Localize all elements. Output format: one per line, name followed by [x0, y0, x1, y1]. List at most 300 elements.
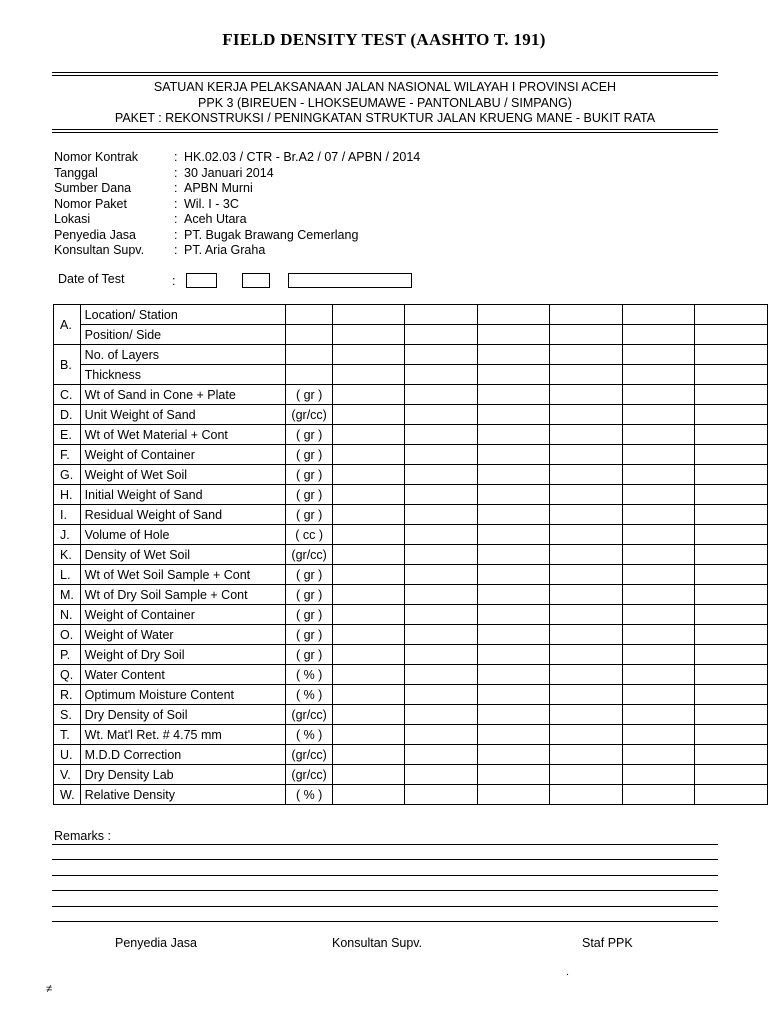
sample-value-cell[interactable]: [477, 345, 550, 365]
sample-value-cell[interactable]: [550, 345, 623, 365]
info-colon: :: [174, 212, 178, 226]
sample-value-cell[interactable]: [550, 665, 623, 685]
sample-value-cell[interactable]: [550, 445, 623, 465]
row-unit: ( % ): [286, 725, 332, 745]
sample-value-cell[interactable]: [405, 465, 478, 485]
sample-value-cell[interactable]: [550, 525, 623, 545]
sample-value-cell[interactable]: [405, 345, 478, 365]
sample-value-cell[interactable]: [550, 705, 623, 725]
row-letter: V.: [54, 765, 81, 785]
row-description: Position/ Side: [80, 325, 286, 345]
row-description: Weight of Container: [80, 605, 286, 625]
row-letter: M.: [54, 585, 81, 605]
sample-value-cell[interactable]: [405, 425, 478, 445]
info-colon: :: [174, 196, 178, 211]
row-unit: [286, 365, 332, 385]
sample-value-cell[interactable]: [695, 645, 768, 665]
row-description: Residual Weight of Sand: [80, 505, 286, 525]
table-row: [54, 425, 768, 445]
signature-staf-ppk: Staf PPK: [582, 936, 633, 950]
sample-value-cell[interactable]: [550, 465, 623, 485]
sample-value-cell[interactable]: [622, 325, 695, 345]
row-letter: T.: [54, 725, 81, 745]
table-row: [54, 605, 768, 625]
sample-value-cell[interactable]: [477, 405, 550, 425]
info-row: [54, 228, 420, 244]
sample-value-cell[interactable]: [332, 765, 405, 785]
row-letter: G.: [54, 465, 81, 485]
date-of-test-label: Date of Test: [58, 272, 125, 286]
sample-value-cell[interactable]: [332, 385, 405, 405]
sample-value-cell[interactable]: [695, 765, 768, 785]
document-title: FIELD DENSITY TEST (AASHTO T. 191): [222, 30, 546, 49]
sample-value-cell[interactable]: [550, 765, 623, 785]
sample-value-cell[interactable]: [550, 645, 623, 665]
sample-value-cell[interactable]: [695, 325, 768, 345]
sample-value-cell[interactable]: [405, 325, 478, 345]
row-letter: W.: [54, 785, 81, 805]
row-letter: D.: [54, 405, 81, 425]
row-unit: ( gr ): [286, 425, 332, 445]
row-description: Water Content: [80, 665, 286, 685]
row-unit: (gr/cc): [286, 765, 332, 785]
info-label: Tanggal: [54, 165, 98, 180]
sample-value-cell[interactable]: [405, 645, 478, 665]
sample-value-cell[interactable]: [332, 485, 405, 505]
sample-value-cell[interactable]: [405, 485, 478, 505]
contract-info: [54, 150, 420, 259]
sample-value-cell[interactable]: [550, 745, 623, 765]
header-rule-bottom-1: [52, 129, 718, 130]
sample-value-cell[interactable]: [622, 445, 695, 465]
info-value: Wil. I - 3C: [184, 196, 239, 211]
sample-value-cell[interactable]: [695, 305, 768, 325]
bottom-left-mark: ≠: [46, 983, 53, 995]
sample-value-cell[interactable]: [332, 605, 405, 625]
date-month-box[interactable]: [242, 273, 270, 288]
sample-value-cell[interactable]: [622, 305, 695, 325]
row-letter: L.: [54, 565, 81, 585]
remarks-label: Remarks :: [54, 829, 111, 843]
info-label: Penyedia Jasa: [54, 227, 137, 242]
info-colon: :: [174, 165, 178, 180]
row-letter: U.: [54, 745, 81, 765]
sample-value-cell[interactable]: [405, 505, 478, 525]
sample-value-cell[interactable]: [622, 405, 695, 425]
row-description: Weight of Wet Soil: [80, 465, 286, 485]
sample-value-cell[interactable]: [405, 685, 478, 705]
table-row: [54, 745, 768, 765]
sample-value-cell[interactable]: [477, 565, 550, 585]
sample-value-cell[interactable]: [477, 305, 550, 325]
sample-value-cell[interactable]: [405, 385, 478, 405]
sample-value-cell[interactable]: [405, 705, 478, 725]
sample-value-cell[interactable]: [405, 445, 478, 465]
row-description: Initial Weight of Sand: [80, 485, 286, 505]
sample-value-cell[interactable]: [550, 545, 623, 565]
table-row: [54, 525, 768, 545]
sample-value-cell[interactable]: [550, 585, 623, 605]
info-row: [54, 166, 420, 182]
sample-value-cell[interactable]: [332, 325, 405, 345]
sample-value-cell[interactable]: [695, 585, 768, 605]
info-row: [54, 212, 420, 228]
sample-value-cell[interactable]: [332, 425, 405, 445]
sample-value-cell[interactable]: [405, 625, 478, 645]
sample-value-cell[interactable]: [622, 705, 695, 725]
sample-value-cell[interactable]: [405, 565, 478, 585]
sample-value-cell[interactable]: [332, 745, 405, 765]
sample-value-cell[interactable]: [477, 365, 550, 385]
sample-value-cell[interactable]: [332, 705, 405, 725]
row-letter: B.: [54, 345, 81, 385]
sample-value-cell[interactable]: [405, 725, 478, 745]
remarks-line: [52, 890, 718, 891]
sample-value-cell[interactable]: [550, 685, 623, 705]
table-row: [54, 485, 768, 505]
row-description: Relative Density: [80, 785, 286, 805]
row-unit: (gr/cc): [286, 705, 332, 725]
sample-value-cell[interactable]: [477, 325, 550, 345]
sample-value-cell[interactable]: [477, 545, 550, 565]
sample-value-cell[interactable]: [405, 665, 478, 685]
row-unit: ( cc ): [286, 525, 332, 545]
signature-penyedia-jasa: Penyedia Jasa: [115, 936, 198, 950]
sample-value-cell[interactable]: [477, 785, 550, 805]
row-description: Dry Density of Soil: [80, 705, 286, 725]
table-row: [54, 345, 768, 365]
sample-value-cell[interactable]: [695, 505, 768, 525]
sample-value-cell[interactable]: [622, 505, 695, 525]
row-unit: ( gr ): [286, 585, 332, 605]
sample-value-cell[interactable]: [550, 305, 623, 325]
row-unit: ( gr ): [286, 645, 332, 665]
row-description: Dry Density Lab: [80, 765, 286, 785]
remarks-line: [52, 859, 718, 860]
info-value: PT. Bugak Brawang Cemerlang: [184, 227, 359, 242]
sample-value-cell[interactable]: [695, 745, 768, 765]
sample-value-cell[interactable]: [332, 725, 405, 745]
info-label: Nomor Paket: [54, 196, 127, 211]
sample-value-cell[interactable]: [477, 725, 550, 745]
header-rule-bottom-2: [52, 132, 718, 133]
row-unit: ( gr ): [286, 605, 332, 625]
row-description: Thickness: [80, 365, 286, 385]
info-value: 30 Januari 2014: [184, 165, 274, 180]
sample-value-cell[interactable]: [622, 465, 695, 485]
sample-value-cell[interactable]: [695, 545, 768, 565]
sample-value-cell[interactable]: [695, 425, 768, 445]
table-row: [54, 465, 768, 485]
row-letter: C.: [54, 385, 81, 405]
sample-value-cell[interactable]: [477, 465, 550, 485]
header-rule-top-1: [52, 72, 718, 73]
sample-value-cell[interactable]: [622, 645, 695, 665]
row-description: Wt of Wet Material + Cont: [80, 425, 286, 445]
sample-value-cell[interactable]: [622, 565, 695, 585]
sample-value-cell[interactable]: [695, 445, 768, 465]
sample-value-cell[interactable]: [477, 645, 550, 665]
remarks-line: [52, 921, 718, 922]
sample-value-cell[interactable]: [332, 545, 405, 565]
sample-value-cell[interactable]: [695, 785, 768, 805]
info-row: [54, 181, 420, 197]
sample-value-cell[interactable]: [622, 625, 695, 645]
table-row: [54, 725, 768, 745]
table-row: [54, 585, 768, 605]
sample-value-cell[interactable]: [405, 545, 478, 565]
signature-konsultan-supv: Konsultan Supv.: [332, 936, 423, 950]
table-row: [54, 325, 768, 345]
table-row: [54, 505, 768, 525]
table-row: [54, 685, 768, 705]
sample-value-cell[interactable]: [332, 305, 405, 325]
row-unit: ( % ): [286, 785, 332, 805]
sample-value-cell[interactable]: [550, 565, 623, 585]
header-line-3: PAKET : REKONSTRUKSI / PENINGKATAN STRUKTUR JALAN KRUENG MANE - BUKIT RATA: [114, 111, 656, 125]
sample-value-cell[interactable]: [477, 765, 550, 785]
info-colon: :: [174, 150, 178, 164]
sample-value-cell[interactable]: [622, 605, 695, 625]
sample-value-cell[interactable]: [622, 785, 695, 805]
row-letter: P.: [54, 645, 81, 665]
row-unit: [286, 325, 332, 345]
sample-value-cell[interactable]: [695, 385, 768, 405]
sample-value-cell[interactable]: [332, 625, 405, 645]
row-letter: H.: [54, 485, 81, 505]
sample-value-cell[interactable]: [405, 305, 478, 325]
row-description: Optimum Moisture Content: [80, 685, 286, 705]
row-description: Weight of Dry Soil: [80, 645, 286, 665]
date-year-box[interactable]: [288, 273, 412, 288]
row-letter: I.: [54, 505, 81, 525]
info-value: APBN Murni: [184, 181, 253, 195]
row-description: Location/ Station: [80, 305, 286, 325]
table-row: [54, 385, 768, 405]
remarks-line: [52, 844, 718, 845]
row-unit: ( gr ): [286, 385, 332, 405]
sample-value-cell[interactable]: [332, 345, 405, 365]
sample-value-cell[interactable]: [550, 405, 623, 425]
table-row: [54, 625, 768, 645]
row-unit: ( gr ): [286, 625, 332, 645]
table-row: [54, 565, 768, 585]
table-row: [54, 765, 768, 785]
row-unit: ( gr ): [286, 565, 332, 585]
remarks-line: [52, 906, 718, 907]
sample-value-cell[interactable]: [477, 625, 550, 645]
sample-value-cell[interactable]: [695, 525, 768, 545]
sample-value-cell[interactable]: [622, 665, 695, 685]
sample-value-cell[interactable]: [695, 665, 768, 685]
sample-value-cell[interactable]: [695, 565, 768, 585]
info-value: HK.02.03 / CTR - Br.A2 / 07 / APBN / 2014: [184, 150, 421, 164]
sample-value-cell[interactable]: [622, 525, 695, 545]
row-description: Volume of Hole: [80, 525, 286, 545]
sample-value-cell[interactable]: [695, 625, 768, 645]
info-colon: :: [174, 181, 178, 195]
sample-value-cell[interactable]: [622, 545, 695, 565]
sample-value-cell[interactable]: [332, 665, 405, 685]
table-row: [54, 785, 768, 805]
sample-value-cell[interactable]: [550, 625, 623, 645]
sample-value-cell[interactable]: [695, 605, 768, 625]
sample-value-cell[interactable]: [332, 585, 405, 605]
row-description: Wt. Mat'l Ret. # 4.75 mm: [80, 725, 286, 745]
sample-value-cell[interactable]: [477, 445, 550, 465]
row-letter: E.: [54, 425, 81, 445]
info-label: Nomor Kontrak: [54, 150, 139, 164]
info-row: [54, 150, 420, 166]
info-value: Aceh Utara: [184, 212, 247, 226]
sample-value-cell[interactable]: [477, 605, 550, 625]
sample-value-cell[interactable]: [622, 365, 695, 385]
sample-value-cell[interactable]: [695, 485, 768, 505]
info-label: Lokasi: [54, 212, 91, 226]
sample-value-cell[interactable]: [695, 345, 768, 365]
sample-value-cell[interactable]: [405, 745, 478, 765]
info-row: [54, 243, 420, 259]
row-letter: F.: [54, 445, 81, 465]
sample-value-cell[interactable]: [695, 705, 768, 725]
row-unit: ( % ): [286, 665, 332, 685]
info-label: Sumber Dana: [54, 181, 132, 195]
sample-value-cell[interactable]: [332, 785, 405, 805]
sample-value-cell[interactable]: [332, 365, 405, 385]
sample-value-cell[interactable]: [332, 445, 405, 465]
row-unit: ( gr ): [286, 485, 332, 505]
sample-value-cell[interactable]: [405, 785, 478, 805]
sample-value-cell[interactable]: [622, 685, 695, 705]
sample-value-cell[interactable]: [550, 785, 623, 805]
info-colon: :: [174, 243, 178, 257]
info-value: PT. Aria Graha: [184, 243, 266, 257]
sample-value-cell[interactable]: [477, 385, 550, 405]
row-description: No. of Layers: [80, 345, 286, 365]
row-description: Wt of Sand in Cone + Plate: [80, 385, 286, 405]
sample-value-cell[interactable]: [332, 405, 405, 425]
row-unit: ( % ): [286, 685, 332, 705]
sample-value-cell[interactable]: [477, 525, 550, 545]
test-data-table: [53, 304, 768, 805]
remarks-line: [52, 875, 718, 876]
row-unit: ( gr ): [286, 465, 332, 485]
row-unit: (gr/cc): [286, 405, 332, 425]
sample-value-cell[interactable]: [695, 365, 768, 385]
sample-value-cell[interactable]: [405, 405, 478, 425]
sample-value-cell[interactable]: [405, 365, 478, 385]
row-unit: ( gr ): [286, 505, 332, 525]
row-description: M.D.D Correction: [80, 745, 286, 765]
sample-value-cell[interactable]: [405, 525, 478, 545]
row-letter: J.: [54, 525, 81, 545]
table-row: [54, 665, 768, 685]
row-description: Weight of Container: [80, 445, 286, 465]
sample-value-cell[interactable]: [695, 685, 768, 705]
table-row: [54, 405, 768, 425]
row-description: Density of Wet Soil: [80, 545, 286, 565]
sample-value-cell[interactable]: [622, 345, 695, 365]
info-label: Konsultan Supv.: [54, 243, 145, 257]
sample-value-cell[interactable]: [622, 485, 695, 505]
sample-value-cell[interactable]: [550, 505, 623, 525]
info-row: [54, 197, 420, 213]
sample-value-cell[interactable]: [622, 585, 695, 605]
row-unit: [286, 305, 332, 325]
sample-value-cell[interactable]: [622, 745, 695, 765]
row-letter: Q.: [54, 665, 81, 685]
sample-value-cell[interactable]: [477, 665, 550, 685]
date-day-box[interactable]: [186, 273, 217, 288]
sample-value-cell[interactable]: [695, 465, 768, 485]
row-description: Weight of Water: [80, 625, 286, 645]
date-of-test-colon: :: [172, 274, 176, 288]
sample-value-cell[interactable]: [550, 365, 623, 385]
sample-value-cell[interactable]: [332, 685, 405, 705]
sample-value-cell[interactable]: [550, 385, 623, 405]
table-row: [54, 365, 768, 385]
sample-value-cell[interactable]: [477, 705, 550, 725]
sample-value-cell[interactable]: [477, 505, 550, 525]
sample-value-cell[interactable]: [622, 725, 695, 745]
sample-value-cell[interactable]: [477, 485, 550, 505]
sample-value-cell[interactable]: [332, 645, 405, 665]
project-header: [52, 80, 718, 127]
row-letter: R.: [54, 685, 81, 705]
sample-value-cell[interactable]: [695, 725, 768, 745]
sample-value-cell[interactable]: [405, 585, 478, 605]
sample-value-cell[interactable]: [550, 325, 623, 345]
sample-value-cell[interactable]: [550, 605, 623, 625]
header-line-2: PPK 3 (BIREUEN - LHOKSEUMAWE - PANTONLABU / SIMPANG): [198, 95, 572, 110]
row-description: Wt of Wet Soil Sample + Cont: [80, 565, 286, 585]
sample-value-cell[interactable]: [695, 405, 768, 425]
table-row: [54, 645, 768, 665]
header-rule-top-2: [52, 75, 718, 76]
sample-value-cell[interactable]: [405, 605, 478, 625]
sample-value-cell[interactable]: [332, 565, 405, 585]
row-letter: S.: [54, 705, 81, 725]
sample-value-cell[interactable]: [332, 525, 405, 545]
sample-value-cell[interactable]: [622, 765, 695, 785]
sample-value-cell[interactable]: [550, 485, 623, 505]
row-letter: A.: [54, 305, 81, 345]
sample-value-cell[interactable]: [477, 685, 550, 705]
row-unit: [286, 345, 332, 365]
bottom-dot-mark: .: [566, 966, 570, 978]
row-unit: ( gr ): [286, 445, 332, 465]
sample-value-cell[interactable]: [477, 745, 550, 765]
sample-value-cell[interactable]: [332, 505, 405, 525]
sample-value-cell[interactable]: [550, 725, 623, 745]
table-row: [54, 545, 768, 565]
row-letter: K.: [54, 545, 81, 565]
table-row: [54, 445, 768, 465]
sample-value-cell[interactable]: [622, 425, 695, 445]
sample-value-cell[interactable]: [477, 585, 550, 605]
sample-value-cell[interactable]: [622, 385, 695, 405]
row-description: Wt of Dry Soil Sample + Cont: [80, 585, 286, 605]
table-row: [54, 305, 768, 325]
sample-value-cell[interactable]: [332, 465, 405, 485]
header-line-1: SATUAN KERJA PELAKSANAAN JALAN NASIONAL WILAYAH I PROVINSI ACEH: [153, 80, 617, 94]
row-unit: (gr/cc): [286, 545, 332, 565]
sample-value-cell[interactable]: [405, 765, 478, 785]
sample-value-cell[interactable]: [477, 425, 550, 445]
sample-value-cell[interactable]: [550, 425, 623, 445]
row-description: Unit Weight of Sand: [80, 405, 286, 425]
table-row: [54, 705, 768, 725]
